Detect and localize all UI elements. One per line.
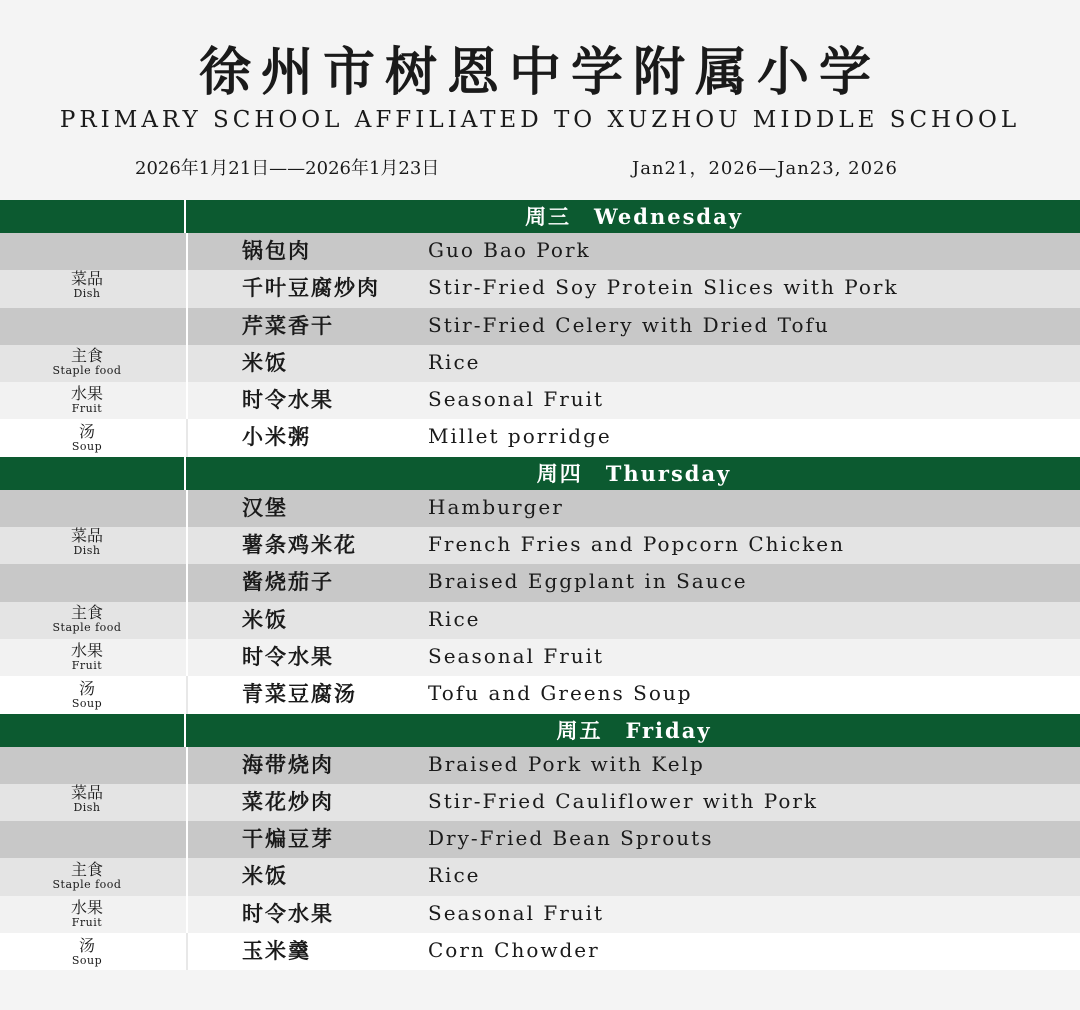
fruit-name-en: Seasonal Fruit	[428, 900, 605, 925]
dish-name-cn: 海带烧肉	[242, 752, 334, 777]
menu-table	[0, 200, 1080, 970]
soup-name-cn: 小米粥	[242, 425, 311, 450]
header-spacer	[0, 457, 186, 490]
staple-name-en: Rice	[428, 349, 481, 374]
day-header	[0, 714, 1080, 747]
fruit-name-cn: 时令水果	[242, 901, 334, 926]
soup-name-en: Millet porridge	[428, 424, 612, 449]
category-dish: 菜品 Dish	[70, 525, 103, 557]
dish-name-en: Braised Eggplant in Sauce	[428, 569, 748, 594]
fruit-name-cn: 时令水果	[242, 644, 334, 669]
category-soup: 汤 Soup	[71, 422, 103, 453]
dish-name-en: Stir-Fried Celery with Dried Tofu	[428, 312, 830, 337]
category-soup: 汤 Soup	[71, 935, 103, 967]
date-range-chinese: 2026年1月21日——2026年1月23日	[135, 158, 440, 179]
soup-name-cn: 玉米羹	[242, 939, 311, 964]
menu-row	[0, 564, 1080, 601]
school-title-english: PRIMARY SCHOOL AFFILIATED TO XUZHOU MIDDLE SCHOOL	[59, 107, 1021, 133]
category-fruit: 水果 Fruit	[70, 384, 103, 415]
header-spacer	[0, 200, 186, 233]
page-header	[0, 0, 1080, 200]
category-staple: 主食 Staple food	[52, 602, 122, 634]
header-spacer	[0, 714, 186, 747]
fruit-name-en: Seasonal Fruit	[428, 387, 605, 412]
date-range-english: Jan21，2026—Jan23, 2026	[632, 158, 898, 179]
category-staple: 主食 Staple food	[52, 859, 122, 891]
dish-name-cn: 干煸豆芽	[242, 827, 334, 852]
dish-name-en: Hamburger	[428, 494, 564, 519]
soup-name-en: Tofu and Greens Soup	[428, 681, 693, 706]
dish-name-cn: 千叶豆腐炒肉	[242, 276, 380, 301]
day-label: 周四 Thursday	[536, 460, 732, 486]
day-label: 周五 Friday	[556, 717, 712, 743]
fruit-name-en: Seasonal Fruit	[428, 643, 605, 668]
menu-row	[0, 308, 1080, 345]
category-fruit: 水果 Fruit	[70, 640, 103, 672]
school-title-chinese: 徐州市树恩中学附属小学	[198, 43, 881, 103]
menu-row	[0, 747, 1080, 784]
dish-name-cn: 芹菜香干	[242, 313, 334, 338]
menu-row	[0, 821, 1080, 858]
day-block-wednesday	[0, 200, 1080, 457]
dish-name-en: Stir-Fried Cauliflower with Pork	[428, 788, 819, 813]
staple-name-en: Rice	[428, 606, 481, 631]
category-soup: 汤 Soup	[71, 678, 103, 710]
dish-name-en: Braised Pork with Kelp	[428, 751, 705, 776]
dish-name-cn: 汉堡	[242, 495, 288, 520]
staple-name-cn: 米饭	[242, 607, 288, 632]
dish-name-en: Dry-Fried Bean Sprouts	[428, 826, 714, 851]
menu-row	[0, 233, 1080, 270]
day-header	[0, 200, 1080, 233]
category-dish: 菜品 Dish	[70, 269, 103, 300]
dish-name-en: Stir-Fried Soy Protein Slices with Pork	[428, 275, 899, 300]
soup-name-cn: 青菜豆腐汤	[242, 682, 357, 707]
menu-row	[0, 490, 1080, 527]
staple-name-cn: 米饭	[242, 350, 288, 375]
dish-name-cn: 薯条鸡米花	[242, 533, 357, 558]
dish-name-en: Guo Bao Pork	[428, 238, 591, 262]
day-label: 周三 Wednesday	[525, 204, 743, 229]
day-block-friday	[0, 714, 1080, 971]
day-header	[0, 457, 1080, 490]
dish-name-en: French Fries and Popcorn Chicken	[428, 532, 845, 557]
dish-name-cn: 酱烧茄子	[242, 570, 334, 595]
dish-name-cn: 菜花炒肉	[242, 789, 334, 814]
dish-name-cn: 锅包肉	[242, 239, 311, 263]
staple-name-cn: 米饭	[242, 864, 288, 889]
staple-name-en: Rice	[428, 863, 481, 888]
category-fruit: 水果 Fruit	[70, 897, 103, 929]
soup-name-en: Corn Chowder	[428, 938, 600, 963]
fruit-name-cn: 时令水果	[242, 388, 334, 413]
category-staple: 主食 Staple food	[52, 346, 122, 377]
category-dish: 菜品 Dish	[70, 782, 103, 814]
day-block-thursday	[0, 457, 1080, 714]
